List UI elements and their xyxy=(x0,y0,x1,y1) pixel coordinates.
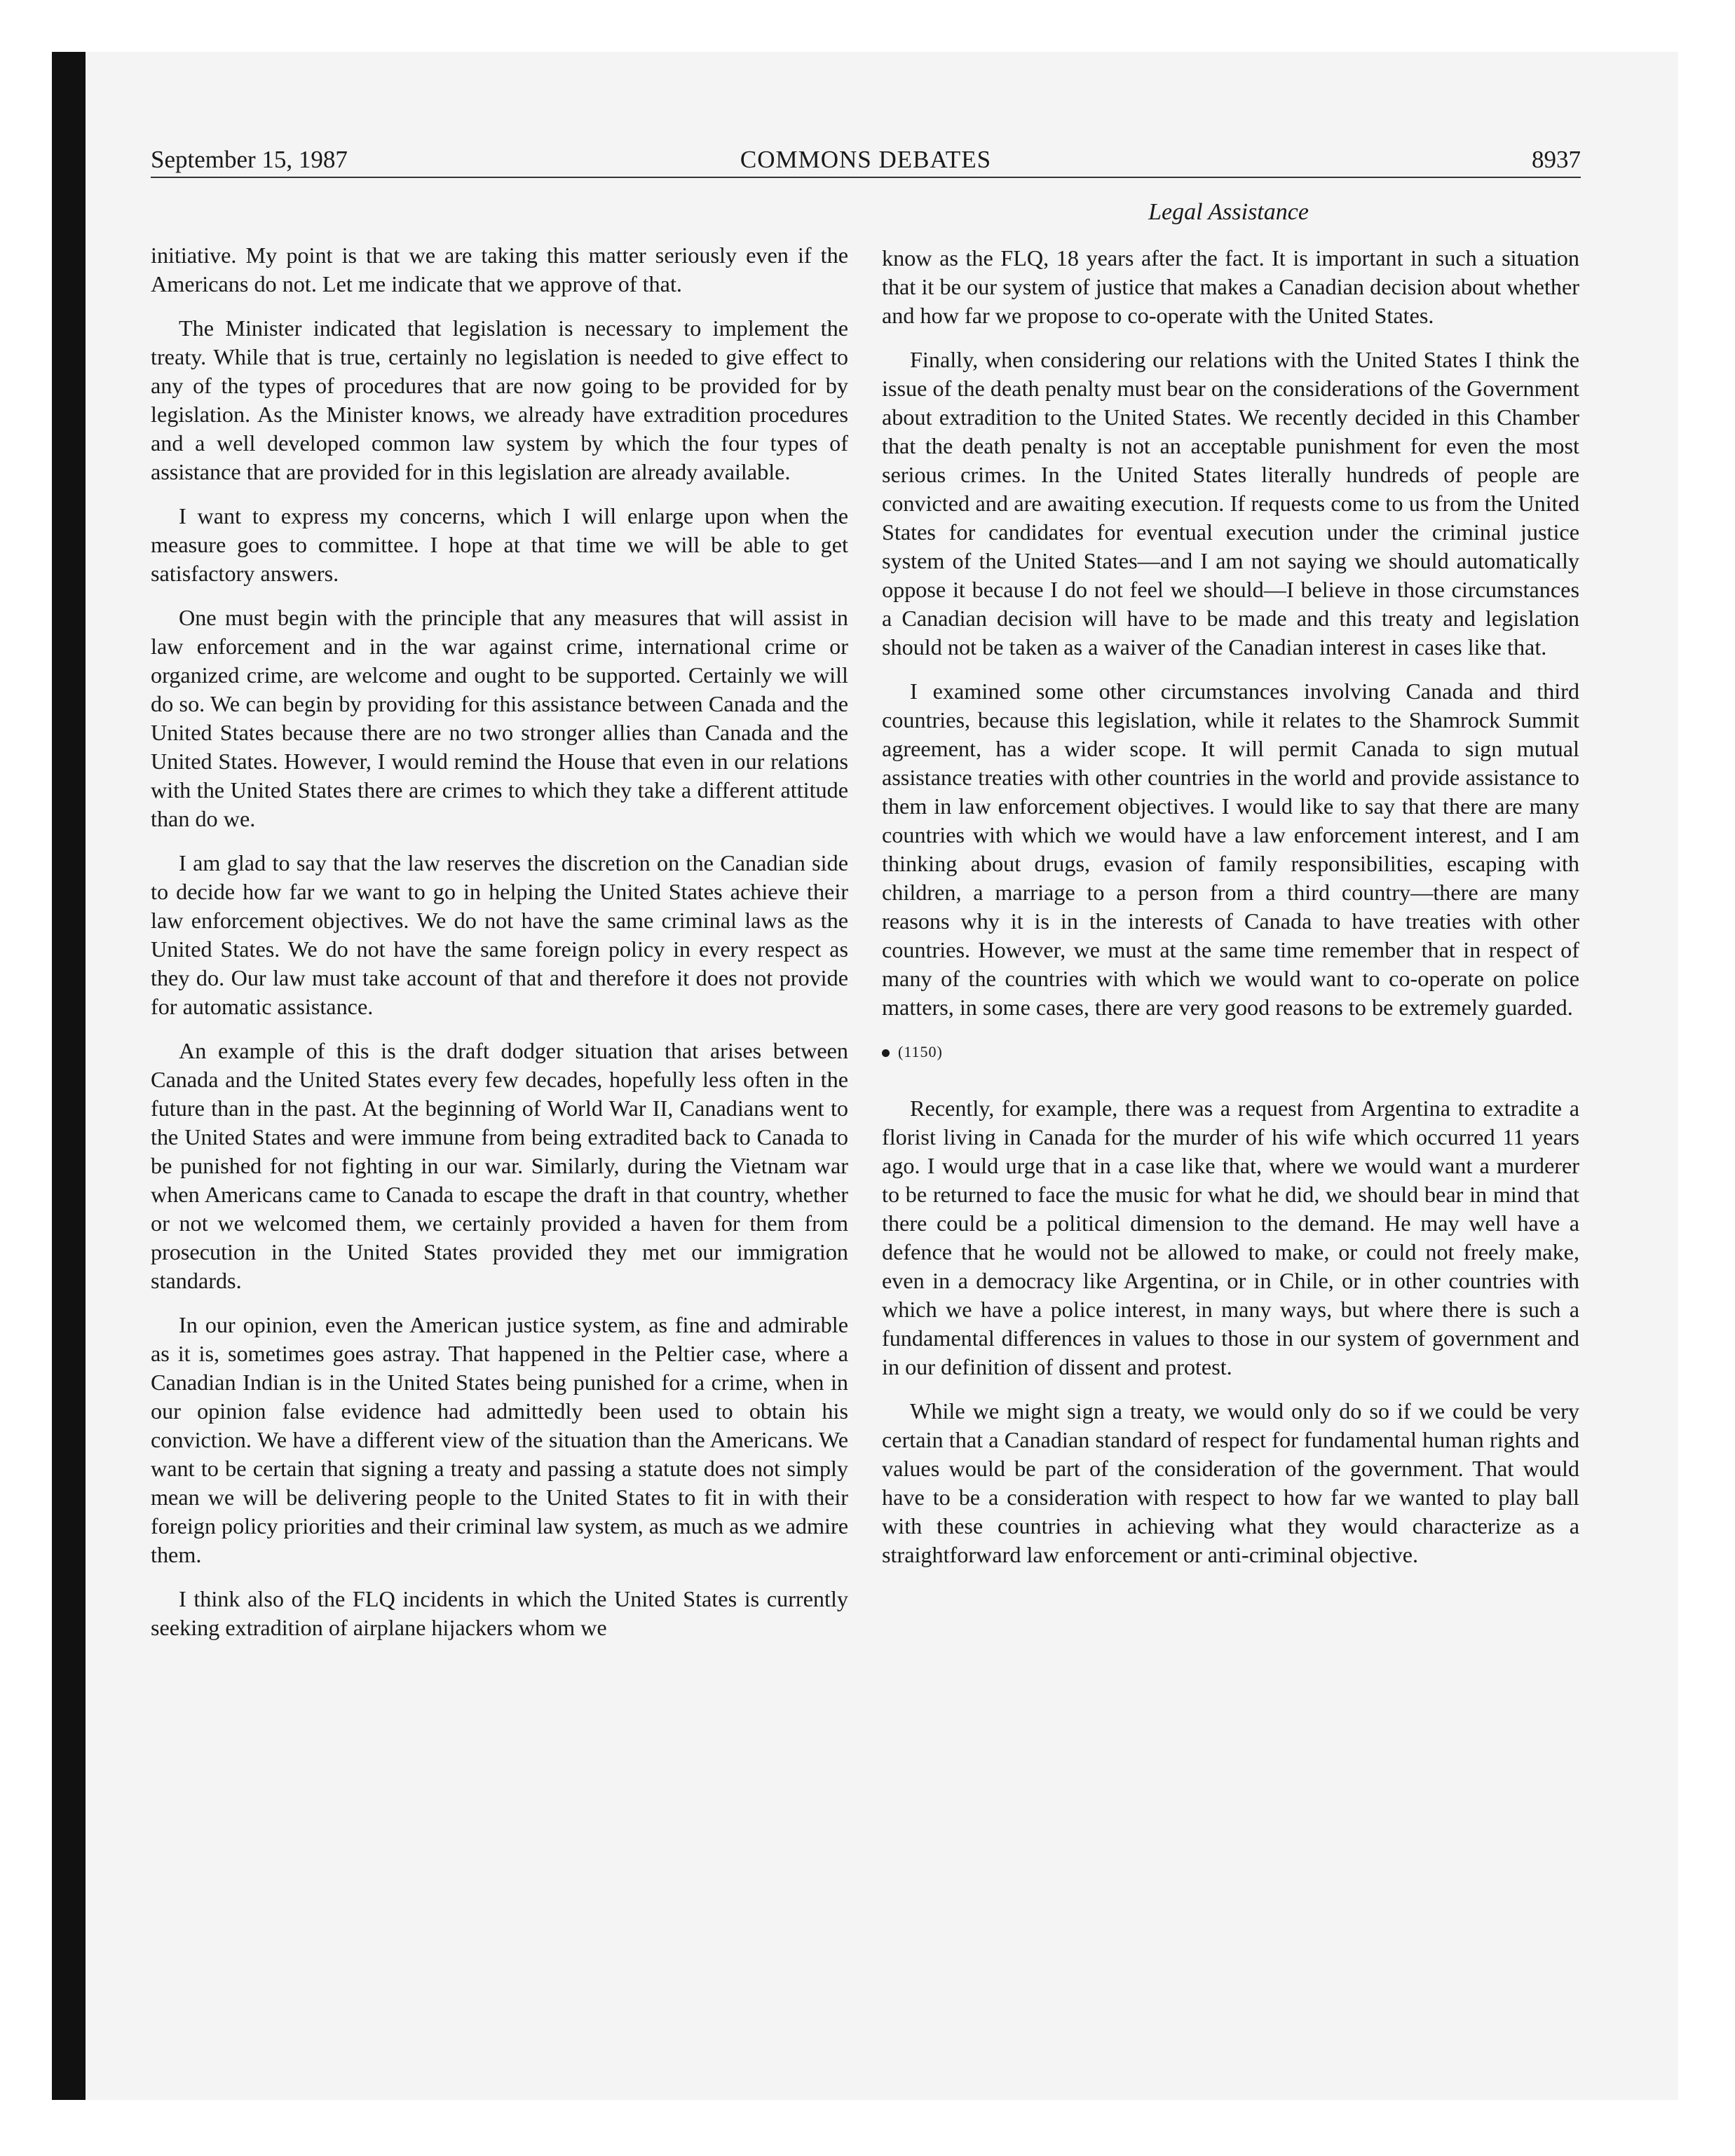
time-marker-label: (1150) xyxy=(898,1043,943,1060)
header-title: COMMONS DEBATES xyxy=(740,146,992,173)
right-column xyxy=(882,244,1579,1585)
paragraph: I examined some other circumstances involving Canada and third countries, because this legislation, while it relates to the Shamrock Summit agreement, has a wider scope. It will permit Canada to sign mutual assistance treaties with other countries in the world and provide assistance to them in law enforcement objectives. I would like to say that there are many countries with which we would have a law enforcement interest, and I am thinking about drugs, evasion of family responsibilities, escaping with children, a marriage to a person from a third country—there are many reasons why it is in the interests of Canada to have treaties with other countries. However, we must at the same time remember that in respect of many of the countries with which we would want to co-operate on police matters, in some cases, there are very good reasons to be extremely guarded. xyxy=(882,678,1579,1020)
paragraph: I think also of the FLQ incidents in which the United States is currently seeking extradition of airplane hijackers whom we xyxy=(151,1586,848,1640)
paragraph: initiative. My point is that we are taking this matter seriously even if the Americans do not. Let me indicate that we approve of that. xyxy=(151,243,848,296)
header-rule xyxy=(151,177,1581,178)
paragraph: An example of this is the draft dodger situation that arises between Canada and the United States every few decades, hopefully less often in the future than in the past. At the beginning of World War II, Canadians went to the United States and were immune from being extradited back to Canada to be punished for not fighting in our war. Similarly, during the Vietnam war when Americans came to Canada to escape the draft in that country, whether or not we welcomed them, we certainly provided a haven for them from prosecution in the United States provided they met our immigration standards. xyxy=(151,1038,848,1293)
paragraph: The Minister indicated that legislation is necessary to implement the treaty. While that is true, certainly no legislation is needed to give effect to any of the types of procedures that are now going to be provided for by legislation. As the Minister knows, we already have extradition procedures and a well developed common law system by which the four types of assistance that are provided for in this legislation are already available. xyxy=(151,315,848,484)
scan-edge-strip xyxy=(52,52,86,2100)
paragraph: While we might sign a treaty, we would only do so if we could be very certain that a Canadian standard of respect for fundamental human rights and values would be part of the consideration of the government. That would have to be a consideration with respect to how far we wanted to play ball with these countries in achieving what they would characterize as a straightforward law enforcement or anti-criminal objective. xyxy=(882,1398,1579,1567)
paragraph: In our opinion, even the American justice system, as fine and admirable as it is, sometimes goes astray. That happened in the Peltier case, where a Canadian Indian is in the United States being punished for a crime, when in our opinion false evidence had admittedly been used to obtain his conviction. We have a different view of the situation than the Americans. We want to be certain that signing a treaty and passing a statute does not simply mean we will be delivering people to the United States to fit in with their foreign policy priorities and their criminal law system, as much as we admire them. xyxy=(151,1312,848,1567)
section-heading: Legal Assistance xyxy=(1148,199,1309,225)
bullet-icon xyxy=(882,1049,890,1057)
left-column xyxy=(151,241,848,1658)
paragraph: One must begin with the principle that any measures that will assist in law enforcement and in the war against crime, international crime or organized crime, are welcome and ought to be supported. Certainly we will do so. We can begin by providing for this assistance between Canada and the United States because there are no two stronger allies than Canada and the United States. However, I would remind the House that even in our relations with the United States there are crimes to which they take a different attitude than do we. xyxy=(151,605,848,831)
page-number: 8937 xyxy=(1532,146,1581,173)
paragraph: I am glad to say that the law reserves the discretion on the Canadian side to decide how far we want to go in helping the United States achieve their law enforcement objectives. We do not have the same criminal laws as the United States. We do not have the same foreign policy in every respect as they do. Our law must take account of that and therefore it does not provide for automatic assistance. xyxy=(151,850,848,1019)
time-marker xyxy=(882,1037,1579,1066)
paragraph: Finally, when considering our relations with the United States I think the issue of the death penalty must bear on the considerations of the Government about extradition to the United States. We recently decided in this Chamber that the death penalty is not an acceptable punishment for even the most serious crimes. In the United States literally hundreds of people are convicted and are awaiting execution. If requests come to us from the United States for candidates for eventual execution under the criminal justice system of the United States—and I am not saying we should automatically oppose it because I do not feel we should—I believe in those circumstances a Canadian decision will have to be made and this treaty and legislation should not be taken as a waiver of the Canadian interest in cases like that. xyxy=(882,347,1579,660)
paragraph: I want to express my concerns, which I will enlarge upon when the measure goes to committee. I hope at that time we will be able to get satisfactory answers. xyxy=(151,503,848,586)
paragraph: Recently, for example, there was a request from Argentina to extradite a florist living in Canada for the murder of his wife which occurred 11 years ago. I would urge that in a case like that, where we would want a murderer to be returned to face the music for what he did, we should bear in mind that there could be a political dimension to the demand. He may well have a defence that he would not be allowed to make, or could not freely make, even in a democracy like Argentina, or in Chile, or in other countries with which we have a police interest, in many ways, but where there is such a fundamental differences in values to those in our system of government and in our definition of dissent and protest. xyxy=(882,1096,1579,1379)
paragraph: know as the FLQ, 18 years after the fact. It is important in such a situation that it be our system of justice that makes a Canadian decision about whether and how far we propose to co-operate with the United States. xyxy=(882,245,1579,328)
header-date: September 15, 1987 xyxy=(151,146,348,173)
